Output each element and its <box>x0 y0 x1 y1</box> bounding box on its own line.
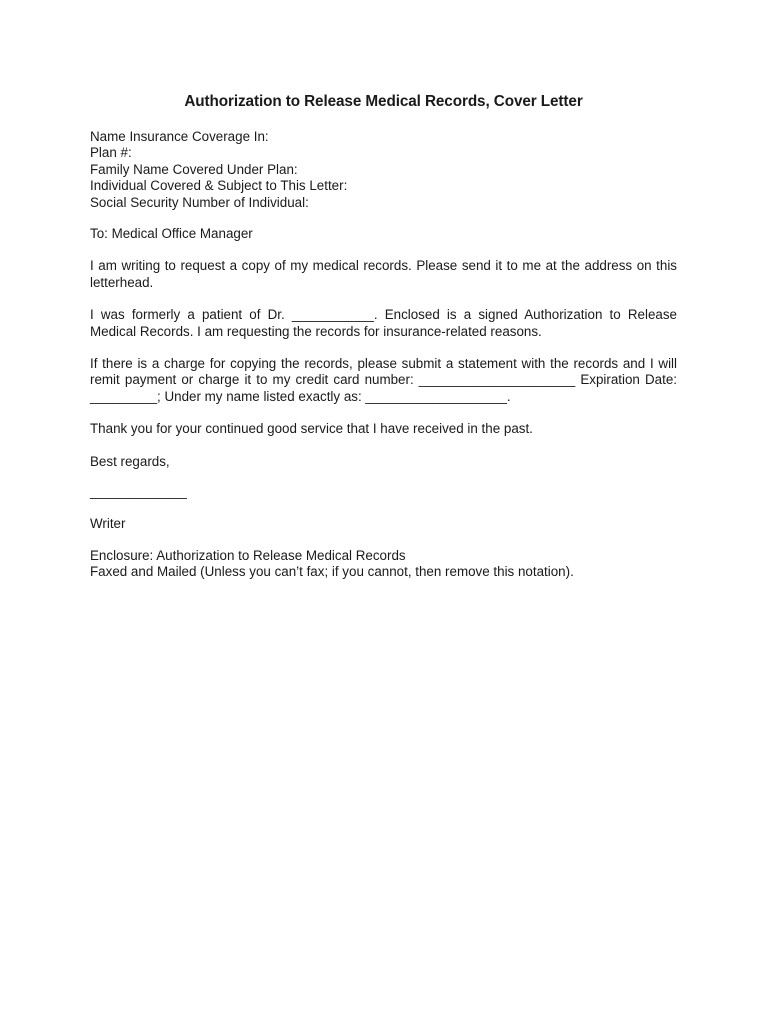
letter-page <box>90 92 677 581</box>
payment-paragraph: If there is a charge for copying the records, please submit a statement with the records and I will remit payment or charge it to my credit card number: _____________________ Expiration Date: _________; Under my name listed exactly as: ___________________. <box>90 356 677 404</box>
closing-line: Best regards, <box>90 453 170 469</box>
field-name-insurance-coverage: Name Insurance Coverage In: <box>90 129 269 144</box>
recipient-line: To: Medical Office Manager <box>90 226 253 242</box>
field-individual-covered: Individual Covered & Subject to This Letter: <box>90 178 348 194</box>
enclosure-line: Enclosure: Authorization to Release Medical Records <box>90 547 406 563</box>
field-plan-number: Plan #: <box>90 145 132 161</box>
thanks-paragraph: Thank you for your continued good service that I have received in the past. <box>90 421 533 437</box>
field-family-name: Family Name Covered Under Plan: <box>90 161 298 177</box>
document-title: Authorization to Release Medical Records, Cover Letter <box>184 93 583 110</box>
patient-paragraph: I was formerly a patient of Dr. ___________. Enclosed is a signed Authorization to Release Medical Records. I am requesting the records for insurance-related reasons. <box>90 307 677 339</box>
delivery-note: Faxed and Mailed (Unless you can’t fax; if you cannot, then remove this notation). <box>90 564 574 580</box>
signature-blank: _____________ <box>90 484 187 500</box>
request-paragraph: I am writing to request a copy of my medical records. Please send it to me at the address on this letterhead. <box>90 258 677 290</box>
insurance-header-fields <box>90 129 677 211</box>
enclosure-block <box>90 548 677 581</box>
field-ssn: Social Security Number of Individual: <box>90 194 309 210</box>
signer-name: Writer <box>90 515 126 531</box>
